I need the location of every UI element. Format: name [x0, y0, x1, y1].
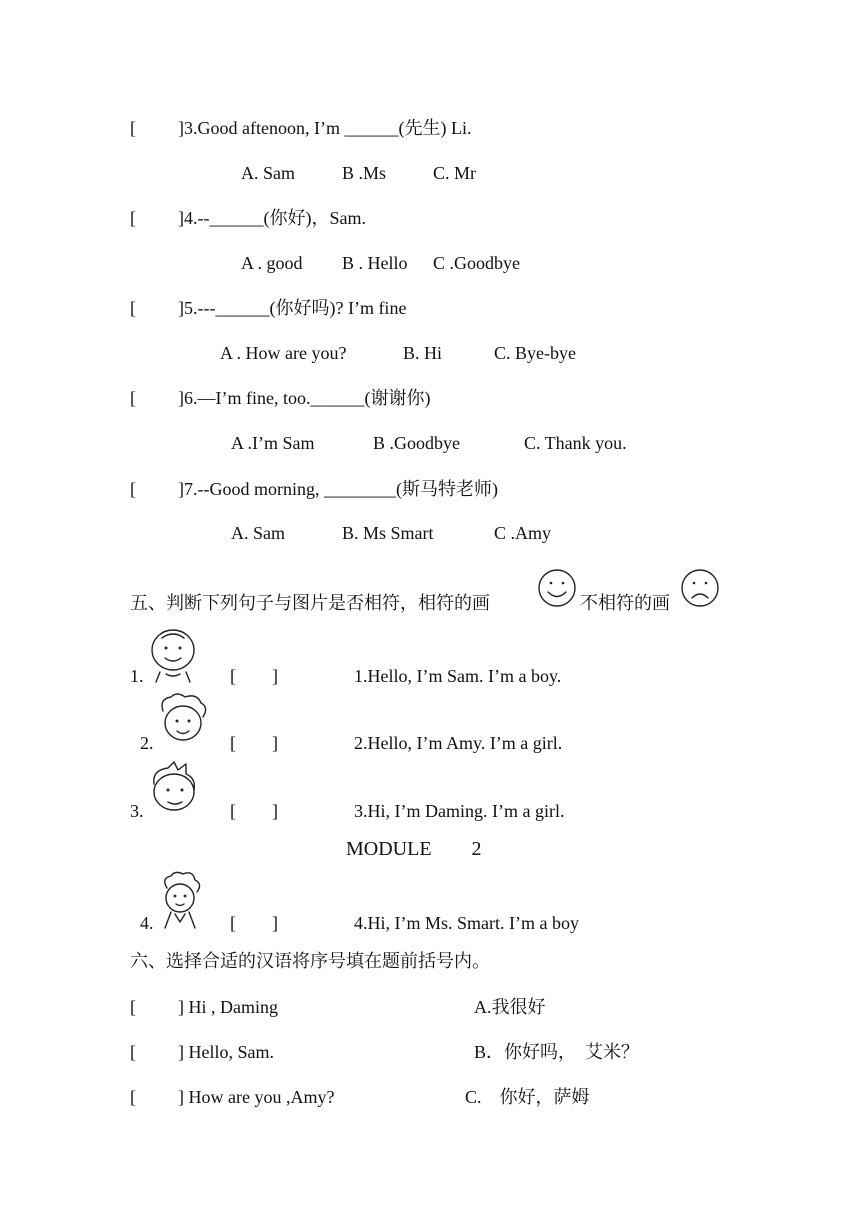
match-left: ] Hi , Daming: [178, 997, 278, 1017]
sad-face-icon: [680, 568, 720, 608]
boy-daming-icon: [144, 760, 202, 816]
match-left: ] How are you ,Amy?: [178, 1087, 335, 1107]
answer-bracket[interactable]: [: [130, 1087, 136, 1107]
item-sentence: 3.Hi, I’m Daming. I’m a girl.: [354, 801, 565, 821]
option-a: A. Sam: [231, 523, 285, 543]
answer-bracket[interactable]: [: [130, 118, 136, 138]
item-sentence: 2.Hello, I’m Amy. I’m a girl.: [354, 733, 563, 753]
answer-bracket[interactable]: [: [130, 208, 136, 228]
question-text: ]6.—I’m fine, too.______(谢谢你): [178, 388, 431, 408]
teacher-ms-smart-icon: [155, 870, 205, 930]
option-c: C .Amy: [494, 523, 552, 543]
item-sentence: 4.Hi, I’m Ms. Smart. I’m a boy: [354, 913, 579, 933]
answer-bracket[interactable]: [: [130, 388, 136, 408]
option-a: A . good: [241, 253, 303, 273]
option-c: C. Thank you.: [524, 433, 627, 453]
option-b: B .Goodbye: [373, 433, 460, 453]
option-b: B. Hi: [403, 343, 443, 363]
option-c: C .Goodbye: [433, 253, 520, 273]
item-number: 2.: [140, 733, 154, 753]
question-text: ]4.--______(你好)，Sam.: [178, 208, 366, 228]
answer-bracket[interactable]: [ ]: [230, 913, 278, 933]
item-sentence: 1.Hello, I’m Sam. I’m a boy.: [354, 666, 562, 686]
item-number: 4.: [140, 913, 154, 933]
option-b: B .Ms: [342, 163, 387, 183]
section-5-heading-part1: 五、判断下列句子与图片是否相符，相符的画: [130, 593, 490, 613]
match-right: A.我很好: [474, 997, 546, 1017]
option-b: B. Ms Smart: [342, 523, 434, 543]
module-label: MODULE 2: [346, 838, 482, 860]
answer-bracket[interactable]: [: [130, 298, 136, 318]
item-number: 3.: [130, 801, 144, 821]
smiley-face-icon: [537, 568, 577, 608]
section-5-heading-part2: 不相符的画: [580, 593, 670, 613]
answer-bracket[interactable]: [ ]: [230, 801, 278, 821]
boy-sam-icon: [146, 626, 200, 684]
item-number: 1.: [130, 666, 144, 686]
option-a: A. Sam: [241, 163, 295, 183]
option-c: C. Bye-bye: [494, 343, 576, 363]
match-right: B．你好吗， 艾米？: [474, 1042, 640, 1062]
answer-bracket[interactable]: [: [130, 1042, 136, 1062]
option-c: C. Mr: [433, 163, 477, 183]
match-right: C. 你好，萨姆: [465, 1087, 590, 1107]
answer-bracket[interactable]: [: [130, 479, 136, 499]
girl-amy-icon: [155, 691, 211, 747]
question-text: ]7.--Good morning, ________(斯马特老师): [178, 479, 498, 499]
answer-bracket[interactable]: [: [130, 997, 136, 1017]
option-b: B . Hello: [342, 253, 408, 273]
answer-bracket[interactable]: [ ]: [230, 733, 278, 753]
match-left: ] Hello, Sam.: [178, 1042, 274, 1062]
option-a: A .I’m Sam: [231, 433, 315, 453]
question-text: ]5.---______(你好吗)? I’m fine: [178, 298, 407, 318]
question-text: ]3.Good aftenoon, I’m ______(先生) Li.: [178, 118, 472, 138]
option-a: A . How are you?: [220, 343, 347, 363]
section-6-heading: 六、选择合适的汉语将序号填在题前括号内。: [130, 951, 490, 971]
answer-bracket[interactable]: [ ]: [230, 666, 278, 686]
